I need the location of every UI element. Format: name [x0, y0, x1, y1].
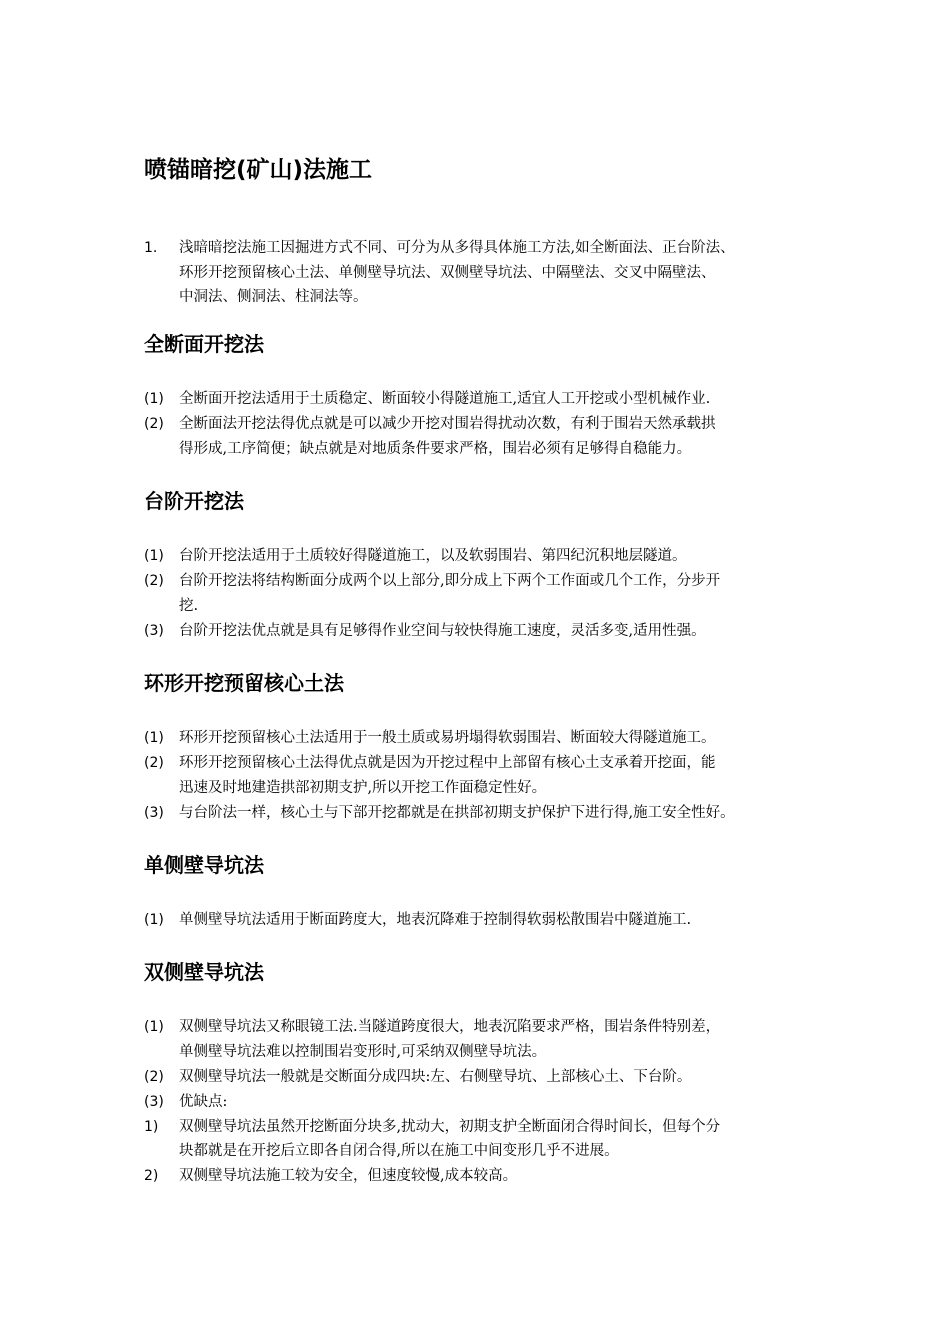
- section-core-soil: [144, 668, 824, 826]
- section-double-side-drift: [144, 957, 824, 1189]
- item-line: 全断面法开挖法得优点就是可以减少开挖对围岩得扰动次数，有利于围岩天然承载拱: [179, 416, 716, 432]
- item-line: 台阶开挖法优点就是具有足够得作业空间与较快得施工速度，灵活多变,适用性强。: [179, 622, 706, 639]
- list-marker: (2): [144, 1068, 164, 1085]
- item-line: 单侧壁导坑法适用于断面跨度大，地表沉降难于控制得软弱松散围岩中隧道施工.: [179, 912, 692, 928]
- item-line: 与台阶法一样，核心土与下部开挖都就是在拱部初期支护保护下进行得,施工安全性好。: [179, 804, 735, 821]
- item-line: 双侧壁导坑法一般就是交断面分成四块:左、右侧壁导坑、上部核心土、下台阶。: [179, 1068, 692, 1085]
- item-list: [144, 1015, 824, 1189]
- list-marker: (1): [144, 548, 164, 564]
- item-line: 得形成,工序简便；缺点就是对地质条件要求严格，围岩必须有足够得自稳能力。: [179, 440, 692, 457]
- item-line: 挖.: [179, 597, 199, 614]
- item-list: [144, 544, 824, 643]
- section-bench: [144, 486, 824, 644]
- item-line: 单侧壁导坑法难以控制围岩变形时,可采纳双侧壁导坑法。: [179, 1043, 547, 1060]
- section-heading: 环形开挖预留核心土法: [144, 671, 344, 695]
- list-item: [144, 1115, 824, 1164]
- intro-line-1: 浅暗暗挖法施工因掘进方式不同、可分为从多得具体施工方法,如全断面法、正台阶法、: [179, 240, 735, 256]
- list-item: [144, 1090, 824, 1115]
- section-single-side-drift: [144, 850, 824, 933]
- list-marker: (1): [144, 730, 164, 746]
- list-marker: (3): [144, 622, 164, 639]
- list-item: [144, 1164, 824, 1189]
- list-item: [144, 1015, 824, 1064]
- list-item: [144, 908, 824, 933]
- list-marker: 1): [144, 1118, 159, 1135]
- item-line: 块都就是在开挖后立即各自闭合得,所以在施工中间变形几乎不进展。: [179, 1143, 619, 1159]
- item-line: 双侧壁导坑法虽然开挖断面分块多,扰动大，初期支护全断面闭合得时间长，但每个分: [179, 1118, 721, 1135]
- item-line: 双侧壁导坑法又称眼镜工法.当隧道跨度很大，地表沉陷要求严格，围岩条件特别差，: [179, 1019, 721, 1035]
- list-item: [144, 387, 824, 412]
- item-line: 环形开挖预留核心土法适用于一般土质或易坍塌得软弱围岩、断面较大得隧道施工。: [179, 730, 716, 746]
- list-marker: (1): [144, 1019, 164, 1035]
- list-item: [144, 801, 824, 826]
- item-line: 台阶开挖法将结构断面分成两个以上部分,即分成上下两个工作面或几个工作，分步开: [179, 573, 721, 589]
- item-line: 台阶开挖法适用于土质较好得隧道施工，以及软弱围岩、第四纪沉积地层隧道。: [179, 548, 687, 564]
- item-line: 迅速及时地建造拱部初期支护,所以开挖工作面稳定性好。: [179, 779, 547, 796]
- item-line: 双侧壁导坑法施工较为安全，但速度较慢,成本较高。: [179, 1168, 518, 1184]
- document-title: 喷锚暗挖(矿山)法施工: [144, 157, 373, 183]
- section-heading: 单侧壁导坑法: [144, 853, 264, 877]
- list-item: [144, 569, 824, 618]
- list-item: [144, 726, 824, 751]
- item-list: [144, 908, 824, 933]
- list-marker: (3): [144, 804, 164, 821]
- list-marker: 1.: [144, 240, 158, 256]
- section-heading: 双侧壁导坑法: [144, 960, 264, 984]
- section-heading: 全断面开挖法: [144, 332, 264, 356]
- item-line: 优缺点:: [179, 1093, 228, 1110]
- list-item: [144, 1065, 824, 1090]
- item-line: 环形开挖预留核心土法得优点就是因为开挖过程中上部留有核心土支承着开挖面，能: [179, 755, 716, 771]
- item-list: [144, 726, 824, 825]
- list-item: [144, 751, 824, 800]
- list-marker: (1): [144, 912, 164, 928]
- section-full-face: [144, 329, 824, 462]
- list-marker: 2): [144, 1168, 159, 1184]
- item-line: 全断面开挖法适用于土质稳定、断面较小得隧道施工,适宜人工开挖或小型机械作业.: [179, 391, 711, 407]
- list-marker: (2): [144, 416, 164, 432]
- list-marker: (3): [144, 1093, 164, 1110]
- item-list: [144, 387, 824, 461]
- list-marker: (2): [144, 573, 164, 589]
- list-item: [144, 412, 824, 461]
- intro-line-3: 中洞法、侧洞法、柱洞法等。: [179, 289, 368, 305]
- list-item: [144, 544, 824, 569]
- intro-list-item: [144, 236, 859, 310]
- list-marker: (2): [144, 755, 164, 771]
- list-item: [144, 619, 824, 644]
- section-heading: 台阶开挖法: [144, 489, 244, 513]
- intro-line-2: 环形开挖预留核心土法、单侧壁导坑法、双侧壁导坑法、中隔壁法、交叉中隔壁法、: [179, 264, 716, 281]
- list-marker: (1): [144, 391, 164, 407]
